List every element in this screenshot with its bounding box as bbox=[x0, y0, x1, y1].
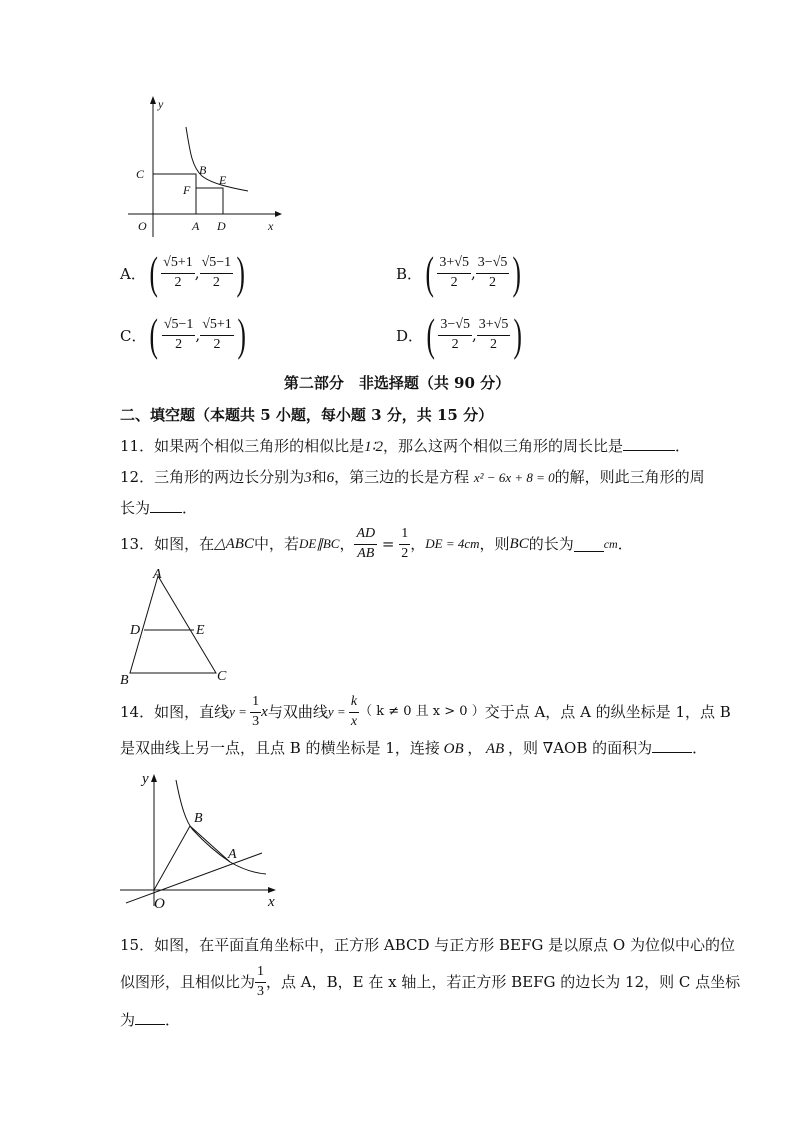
num: k bbox=[349, 695, 359, 713]
frac bbox=[200, 256, 234, 290]
q12-text-b: ，第三边的长是方程 bbox=[334, 468, 474, 486]
den: 2 bbox=[451, 336, 459, 352]
paren-left-icon: ( bbox=[149, 247, 158, 298]
q14-ob: OB bbox=[439, 741, 468, 757]
label-c: C bbox=[136, 167, 145, 181]
q13-frac-half bbox=[399, 527, 410, 561]
label-b: B bbox=[194, 811, 203, 826]
label-f: F bbox=[183, 183, 191, 197]
q13-answer-blank[interactable] bbox=[574, 537, 604, 552]
label-o: O bbox=[154, 896, 165, 912]
q15-answer-blank[interactable] bbox=[135, 1010, 165, 1025]
question-15-line-1 bbox=[120, 935, 735, 955]
den: 2 bbox=[213, 336, 221, 352]
q11-end: ． bbox=[675, 437, 691, 455]
question-15-line-3 bbox=[120, 1010, 180, 1030]
segment-ab bbox=[190, 826, 230, 862]
q15-frac-third bbox=[255, 965, 266, 999]
q13-frac-ad-ab bbox=[354, 527, 377, 561]
num: 3−√5 bbox=[476, 256, 510, 274]
q14-y1: y = bbox=[229, 704, 251, 719]
q11-answer-blank[interactable] bbox=[623, 436, 675, 451]
paren-right-icon: ) bbox=[236, 247, 246, 298]
paren-left-icon: ( bbox=[149, 309, 159, 360]
q13-bc: BC bbox=[509, 536, 529, 552]
paren-right-icon: ) bbox=[237, 309, 246, 360]
den: 2 bbox=[212, 274, 220, 290]
paren-right-icon: ) bbox=[513, 309, 523, 360]
q11-ratio: 1∶2 bbox=[364, 439, 383, 455]
comma: , bbox=[471, 326, 477, 344]
question-12-line-1 bbox=[120, 467, 705, 488]
frac bbox=[477, 318, 511, 352]
q14-ab: AB bbox=[482, 741, 508, 757]
den: 2 bbox=[175, 336, 183, 352]
frac bbox=[200, 318, 234, 352]
q14-sep: ， bbox=[467, 739, 483, 757]
figure-14 bbox=[118, 766, 288, 912]
q12-n2: 6 bbox=[326, 470, 335, 486]
option-b[interactable] bbox=[396, 247, 525, 298]
label-e: E bbox=[196, 623, 205, 638]
q14-frac-kx bbox=[349, 695, 359, 729]
q13-comma2: ， bbox=[410, 535, 426, 553]
frac bbox=[476, 256, 510, 290]
q13-tri: △ABC bbox=[214, 536, 254, 552]
q15-end: ． bbox=[165, 1011, 181, 1029]
q12-line-2: 长为 bbox=[120, 499, 151, 517]
x-axis-arrow bbox=[275, 211, 282, 217]
comma: , bbox=[195, 326, 201, 344]
label-a: A bbox=[192, 219, 200, 233]
y-axis-arrow bbox=[151, 774, 157, 782]
q14-text-b: 交于点 A，点 A 的纵坐标是 1，点 B bbox=[484, 703, 731, 721]
section-heading: 二、填空题（本题共 5 小题，每小题 3 分，共 15 分） bbox=[120, 406, 494, 424]
label-b: B bbox=[120, 673, 129, 688]
question-14-line-1 bbox=[120, 692, 731, 732]
num: 1 bbox=[255, 965, 266, 983]
question-15-line-2 bbox=[120, 962, 740, 1002]
q13-unit: cm bbox=[603, 537, 618, 551]
frac bbox=[438, 318, 472, 352]
label-c: C bbox=[217, 669, 227, 684]
label-d: D bbox=[130, 623, 141, 638]
q14-cond: （ k ≠ 0 且 x > 0 ） bbox=[359, 704, 485, 719]
label-x: x bbox=[268, 219, 274, 233]
den: 2 bbox=[490, 336, 498, 352]
y-axis-arrow bbox=[150, 96, 156, 104]
option-c-letter: C． bbox=[120, 326, 147, 345]
q14-y2: y = bbox=[327, 704, 349, 719]
num: 1 bbox=[399, 527, 410, 545]
segment-ob bbox=[154, 826, 190, 890]
den: 2 bbox=[401, 545, 409, 561]
q12-n1: 3 bbox=[304, 470, 312, 486]
label-y: y bbox=[158, 97, 164, 111]
option-a-letter: A． bbox=[120, 264, 146, 283]
question-12-line-2 bbox=[120, 498, 197, 518]
q12-equation: x² − 6x + 8 = 0 bbox=[473, 470, 555, 485]
num: √5+1 bbox=[161, 256, 195, 274]
line-y-third-x bbox=[126, 853, 262, 903]
q13-eq: = bbox=[377, 535, 400, 553]
q12-and: 和 bbox=[311, 468, 327, 486]
q13-text-b: 中，若 bbox=[253, 535, 299, 553]
paren-left-icon: ( bbox=[425, 247, 434, 298]
den: 3 bbox=[252, 713, 260, 729]
num: √5−1 bbox=[162, 318, 196, 336]
section-title: 第二部分 非选择题（共 90 分） bbox=[283, 374, 511, 392]
q14-text-c: 是双曲线上另一点，且点 B 的横坐标是 1，连接 bbox=[120, 739, 440, 757]
label-y: y bbox=[142, 771, 149, 787]
x-axis-arrow bbox=[268, 887, 276, 893]
q14-frac-third bbox=[250, 695, 261, 729]
q11-text-b: ，那么这两个相似三角形的周长比是 bbox=[383, 437, 624, 455]
den: 2 bbox=[174, 274, 182, 290]
hyperbola-curve bbox=[186, 127, 248, 191]
question-14-line-2 bbox=[120, 738, 707, 759]
question-11 bbox=[120, 436, 690, 457]
paren-left-icon: ( bbox=[426, 309, 435, 360]
q14-x: x bbox=[261, 704, 268, 720]
option-c[interactable] bbox=[120, 309, 249, 360]
q14-end: ． bbox=[692, 739, 708, 757]
q13-text-d: 的长为 bbox=[528, 535, 574, 553]
q15-text-b: ，点 A，B，E 在 x 轴上，若正方形 BEFG 的边长为 12，则 C 点坐标 bbox=[266, 973, 741, 991]
paren-right-icon: ) bbox=[512, 247, 522, 298]
den: 3 bbox=[257, 983, 265, 999]
option-d[interactable] bbox=[396, 309, 526, 360]
top-figure bbox=[120, 92, 290, 242]
q12-answer-blank[interactable] bbox=[150, 498, 182, 513]
label-b: B bbox=[199, 163, 207, 177]
option-a[interactable] bbox=[120, 247, 248, 298]
q14-text-a: 14．如图，直线 bbox=[120, 703, 230, 721]
q13-text-a: 13．如图，在 bbox=[120, 535, 215, 553]
frac bbox=[437, 256, 471, 290]
den: 2 bbox=[450, 274, 458, 290]
frac bbox=[161, 256, 195, 290]
q15-line-1: 15．如图，在平面直角坐标中，正方形 ABCD 与正方形 BEFG 是以原点 O 为位似中心的位 bbox=[120, 936, 735, 954]
label-o: O bbox=[138, 219, 147, 233]
q13-comma: ， bbox=[339, 535, 355, 553]
square-afed bbox=[196, 188, 223, 214]
figure-13 bbox=[116, 566, 246, 690]
den: x bbox=[350, 713, 358, 729]
q15-text-a: 似图形，且相似比为 bbox=[120, 973, 256, 991]
frac bbox=[162, 318, 196, 352]
q12-text-a: 12．三角形的两边长分别为 bbox=[120, 468, 305, 486]
num: √5+1 bbox=[200, 318, 234, 336]
option-d-letter: D． bbox=[396, 326, 424, 345]
comma: , bbox=[470, 264, 476, 282]
num: 3+√5 bbox=[437, 256, 471, 274]
q13-parallel: DE∥BC bbox=[298, 536, 340, 551]
q15-line-3: 为 bbox=[120, 1011, 136, 1029]
label-a: A bbox=[228, 847, 237, 862]
num: AD bbox=[354, 527, 377, 545]
num: 1 bbox=[250, 695, 261, 713]
q14-with: 与双曲线 bbox=[267, 703, 328, 721]
den: AB bbox=[357, 545, 375, 561]
q11-text-a: 11．如果两个相似三角形的相似比是 bbox=[120, 437, 365, 455]
label-x: x bbox=[268, 894, 275, 910]
q13-end: ． bbox=[617, 535, 633, 553]
comma: , bbox=[194, 264, 200, 282]
label-e: E bbox=[219, 173, 227, 187]
q13-de: DE = 4cm bbox=[425, 536, 480, 551]
q12-text-c: 的解，则此三角形的周 bbox=[554, 468, 705, 486]
q12-end: ． bbox=[182, 499, 198, 517]
label-a: A bbox=[153, 567, 162, 582]
label-d: D bbox=[217, 219, 226, 233]
q14-answer-blank[interactable] bbox=[652, 738, 692, 753]
option-b-letter: B． bbox=[396, 264, 423, 283]
num: 3−√5 bbox=[438, 318, 472, 336]
den: 2 bbox=[489, 274, 497, 290]
question-13 bbox=[120, 524, 633, 564]
q14-text-d: ，则 ∇AOB 的面积为 bbox=[507, 739, 653, 757]
num: 3+√5 bbox=[477, 318, 511, 336]
q13-text-c: ，则 bbox=[479, 535, 510, 553]
num: √5−1 bbox=[200, 256, 234, 274]
